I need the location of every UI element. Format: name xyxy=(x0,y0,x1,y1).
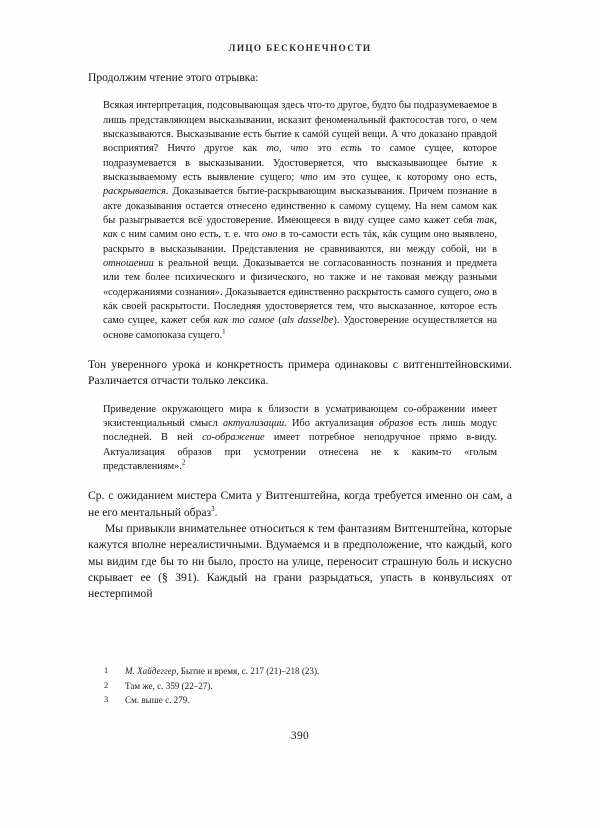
footnote-text: См. выше с. 279. xyxy=(125,695,190,706)
quote1-em7: отношении xyxy=(103,258,154,270)
quote1-seg11: ). Удостоверение осуществляется на основе самопоказа сущего. xyxy=(103,315,498,341)
quote1-seg8: к реальной вещи. Доказывается не согласованность познания и предмета или тем более психического и физического, но также и не таковая между разными «содержаниями сознания». Доказывается единственно раскрытость самого сущего, xyxy=(103,258,497,298)
quote2-seg3: есть лишь модус последней. В ней xyxy=(103,418,497,444)
quote1-em1: то, что xyxy=(266,143,309,155)
quote1-em6: оно xyxy=(262,229,278,241)
quote1-seg2: это xyxy=(308,143,341,155)
quote2-seg4: имеет потребное неподручное прямо в-виду. Актуализация образов при усмотрении отнесена не к каким-то «голым представлениям». xyxy=(103,432,497,473)
quote1-seg5: . Доказывается бытие-раскрывающим высказывания. Причем познание в акте доказывания остается отнесено единственно к самому сущему. На нем самом как бы разыгрывается всё удостоверение. Имеющееся в виду сущее само кажет себя xyxy=(103,186,497,227)
final-paragraph: Мы привыкли внимательнее относиться к тем фантазиям Витгенштейна, которые кажутся вполне нереалистичными. Вдумаемся и в предположение, что каждый, кого мы видим где бы то ни было, просто на улице, переносит страшную боль и искусно скрывает ее (§ 391). Каждый на грани разрыдаться, упасть в конвульсиях от нестерпимой xyxy=(88,522,512,601)
quote1-em10: als dasselbe xyxy=(281,315,334,327)
page-content xyxy=(88,70,512,603)
quote2-em1: актуализации xyxy=(222,418,285,430)
footnote-text: Там же, с. 359 (22–27). xyxy=(125,680,213,691)
footnote-body: , Бытие и время, с. 217 (21)–218 (23). xyxy=(176,666,320,676)
quote1-seg9: в кáк своей раскрытости. Последняя удостоверяется тем, что высказанное, которое есть само сущее, кажет себя xyxy=(103,286,497,327)
quote1-em8: оно xyxy=(473,286,490,298)
footnote-item xyxy=(104,664,504,679)
quote1-em3: что xyxy=(300,172,318,184)
page-number: 390 xyxy=(290,730,310,742)
footnote-marker-3[interactable]: 3 xyxy=(211,504,215,513)
quote1-seg7: в то-самости есть тáк, кáк сущим оно выявлено, раскрыто в высказывании. Представления не сравниваются, ни между собой, ни в xyxy=(103,229,498,255)
footnote-text xyxy=(125,666,319,676)
quotation-block-2 xyxy=(103,403,497,475)
quote1-em4: раскрывается xyxy=(103,186,166,198)
quote2-seg2: . Ибо актуализация xyxy=(284,418,379,430)
quote1-seg6: с ним самим оно есть, т. е. что xyxy=(117,229,263,241)
footnote-marker-2[interactable]: 2 xyxy=(181,458,186,467)
quote1-em2: есть xyxy=(340,143,362,155)
quote1-seg4: им это сущее, к которому оно есть, xyxy=(317,172,498,184)
footnote-number: 1 xyxy=(104,666,109,675)
running-head: ЛИЦО БЕСКОНЕЧНОСТИ xyxy=(228,44,372,54)
smith-paragraph xyxy=(88,488,512,521)
quote1-em9: как то самое xyxy=(213,315,275,327)
quote1-seg10: ( xyxy=(274,315,282,327)
smith-paragraph-end: . xyxy=(214,505,218,519)
footnote-number: 2 xyxy=(104,680,109,690)
quote1-seg3: то самое сущее, которое подразумевается в высказывании. Удостоверяется, что высказывающее бытие к высказываемому есть выявление сущего; xyxy=(103,143,498,184)
footnote-item xyxy=(104,679,504,694)
footnote-author: М. Хайдеггер xyxy=(125,666,177,676)
intro-paragraph: Продолжим чтение этого отрывка: xyxy=(88,71,259,84)
quote2-seg1: Приведение окружающего мира к близости в усматривающем со-ображении имеет экзистенциальный смысл xyxy=(103,403,497,430)
after-quote-paragraph: Тон уверенного урока и конкретность примера одинаковы с витгенштейновскими. Различается отчасти только лексика. xyxy=(88,358,512,388)
smith-paragraph-text: Ср. с ожиданием мистера Смита у Витгенштейна, когда требуется именно он сам, а не его ментальный образ xyxy=(88,489,512,519)
quote2-em3: со-ображение xyxy=(202,432,265,444)
footnote-marker-1[interactable]: 1 xyxy=(222,327,226,336)
quote1-em5: так, как xyxy=(103,215,497,241)
quotation-block-1 xyxy=(103,99,497,343)
footnotes-section xyxy=(104,664,504,708)
footnote-item xyxy=(104,693,504,708)
footnote-number: 3 xyxy=(104,695,109,705)
quote1-seg1: Всякая интерпретация, подсовывающая здесь что-то другое, будто бы подразумеваемое в лишь представляющем высказывании, исказит феноменальный фактосостав того, о чем высказываются. Высказывание есть бытие к самóй сущей вещи. А что доказано правдой восприятия? Ничто другое как xyxy=(103,100,497,155)
quote2-em2: образов xyxy=(378,418,414,430)
